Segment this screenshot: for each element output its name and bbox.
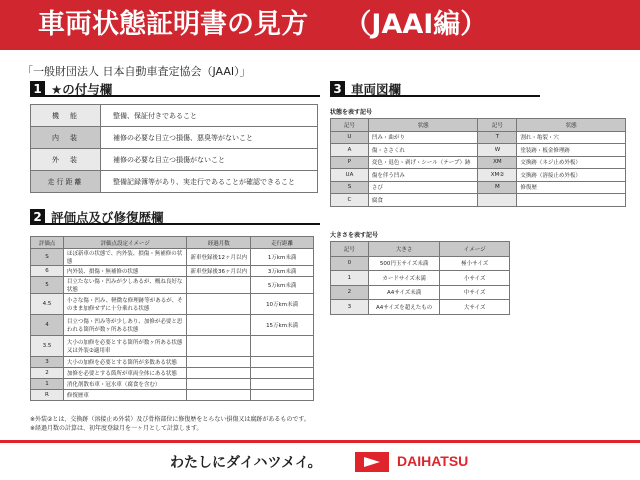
table-cell: 補修の必要な目立つ損傷がないこと xyxy=(101,149,318,171)
notes xyxy=(30,416,310,433)
table-cell: 1 xyxy=(31,379,64,390)
table-row xyxy=(31,294,314,315)
table-row xyxy=(31,249,314,266)
table-cell: 極小サイズ xyxy=(440,256,510,271)
table-cell: 3 xyxy=(331,300,369,315)
table-cell: M xyxy=(478,181,517,194)
table-cell: 新車登録後12ヶ月以内 xyxy=(187,249,251,266)
section-title: 車両図欄 xyxy=(351,81,402,97)
table-cell: 大小の加修を必要とする箇所が数ヶ所ある状態又は外装②適用車 xyxy=(63,336,187,357)
section-title: 評価点及び修復歴欄 xyxy=(51,209,164,225)
table-cell: さび xyxy=(368,181,478,194)
table-cell: 4.5 xyxy=(31,294,64,315)
column-header: 経過月数 xyxy=(187,237,251,249)
table-cell xyxy=(251,357,314,368)
table-cell xyxy=(187,315,251,336)
state-symbols-table xyxy=(330,118,626,207)
table-cell: 変色・退色・剥げ・シール（テープ）跡 xyxy=(368,156,478,169)
section-number: 2 xyxy=(30,209,45,224)
column-header: イメージ xyxy=(440,242,510,257)
table-cell: 小サイズ xyxy=(440,271,510,286)
table-cell: 新車登録後36ヶ月以内 xyxy=(187,266,251,277)
table-row xyxy=(331,181,626,194)
table-row xyxy=(331,285,510,300)
table-row xyxy=(31,171,318,193)
table-cell: 目立たない傷・凹みが少しあるが、概ね良好な状態 xyxy=(63,277,187,294)
section3-header xyxy=(330,82,540,97)
column-header: 評価点 xyxy=(31,237,64,249)
table-cell: 修復歴 xyxy=(517,181,626,194)
table-cell: 機 能 xyxy=(31,105,101,127)
table-cell: 走行距離 xyxy=(31,171,101,193)
state-symbols-label: 状態を表す記号 xyxy=(330,109,373,116)
table-cell: 6 xyxy=(31,266,64,277)
table-cell: 割れ・亀裂・穴 xyxy=(517,131,626,144)
table-cell: A4サイズ未満 xyxy=(368,285,440,300)
section-number: 1 xyxy=(30,81,45,96)
section1-header xyxy=(30,82,320,97)
table-cell: 内外装、損傷・無補修の状態 xyxy=(63,266,187,277)
table-cell: 500円玉サイズ未満 xyxy=(368,256,440,271)
table-cell: 5万km未満 xyxy=(251,277,314,294)
table-cell xyxy=(251,379,314,390)
table-row xyxy=(331,300,510,315)
table-cell: カードサイズ未満 xyxy=(368,271,440,286)
table-row xyxy=(31,105,318,127)
table-row xyxy=(331,169,626,182)
section2-header xyxy=(30,210,320,225)
table-cell: 腐食 xyxy=(368,194,478,207)
table-cell: 10万km未満 xyxy=(251,294,314,315)
table-cell xyxy=(517,194,626,207)
table-cell: 15万km未満 xyxy=(251,315,314,336)
section-number: 3 xyxy=(330,81,345,96)
table-cell: C xyxy=(331,194,369,207)
table-cell: 1万km未満 xyxy=(251,249,314,266)
table-cell: 2 xyxy=(331,285,369,300)
table-row xyxy=(31,127,318,149)
table-cell xyxy=(187,294,251,315)
table-cell: 中サイズ xyxy=(440,285,510,300)
slogan-logo: わたしにダイハツメイ。 xyxy=(170,455,322,471)
table-cell: XM② xyxy=(478,169,517,182)
table-cell: 3.5 xyxy=(31,336,64,357)
table-cell xyxy=(187,277,251,294)
table-row xyxy=(331,156,626,169)
table-cell: R xyxy=(31,390,64,401)
column-header: 記号 xyxy=(331,119,369,132)
table-cell xyxy=(187,390,251,401)
daihatsu-logo-icon xyxy=(355,452,389,472)
table-cell: 塗装跡・板金修理跡 xyxy=(517,144,626,157)
table-cell xyxy=(251,368,314,379)
table-row xyxy=(31,357,314,368)
table-cell: W xyxy=(478,144,517,157)
table-cell: U xyxy=(331,131,369,144)
note: ※外装②とは、交換跡（溶接止め外装）及び骨格部位に修復歴をとらない損傷又は腐跡があるものです。 xyxy=(30,416,310,423)
table-row xyxy=(331,144,626,157)
table-cell xyxy=(187,336,251,357)
divider xyxy=(0,440,640,443)
table-cell xyxy=(478,194,517,207)
table-cell: 内 装 xyxy=(31,127,101,149)
column-header: 大きさ xyxy=(368,242,440,257)
table-cell xyxy=(251,390,314,401)
table-cell: 交換跡（ネジ止め外板） xyxy=(517,156,626,169)
column-header: 状態 xyxy=(517,119,626,132)
table-cell: 小さな傷・凹み、軽微な修理跡等があるが、そのまま加修せずに十分乗れる状態 xyxy=(63,294,187,315)
column-header: 記号 xyxy=(331,242,369,257)
table-row xyxy=(31,390,314,401)
page-title: 車両状態証明書の見方 （JAAI編） xyxy=(0,0,640,50)
table-row xyxy=(31,368,314,379)
brand-name: DAIHATSU xyxy=(397,453,469,469)
table-cell: 整備、保証付きであること xyxy=(101,105,318,127)
table-row xyxy=(31,149,318,171)
table-cell: T xyxy=(478,131,517,144)
table-row xyxy=(31,379,314,390)
table-cell: 3 xyxy=(31,357,64,368)
table-cell xyxy=(187,379,251,390)
table-cell: 整備記録簿等があり、実走行であることが確認できること xyxy=(101,171,318,193)
column-header: 記号 xyxy=(478,119,517,132)
table-row xyxy=(31,315,314,336)
table-cell xyxy=(187,368,251,379)
star-criteria-table xyxy=(30,104,318,193)
table-cell: 修復歴車 xyxy=(63,390,187,401)
table-cell: 1 xyxy=(331,271,369,286)
table-cell: 3万km未満 xyxy=(251,266,314,277)
table-cell xyxy=(187,357,251,368)
table-cell: S xyxy=(31,249,64,266)
table-row xyxy=(331,131,626,144)
table-cell: 0 xyxy=(331,256,369,271)
size-symbols-label: 大きさを表す記号 xyxy=(330,232,379,239)
table-cell: ほぼ新車の状態で、内外装、損傷・無補修の状態 xyxy=(63,249,187,266)
table-cell: 補修の必要な目立つ損傷、悪臭等がないこと xyxy=(101,127,318,149)
table-cell: A4サイズを超えたもの xyxy=(368,300,440,315)
table-cell: 大小の加修を必要とする箇所が多数ある状態 xyxy=(63,357,187,368)
table-cell: S xyxy=(331,181,369,194)
table-row xyxy=(31,277,314,294)
table-cell: P xyxy=(331,156,369,169)
table-cell: XM xyxy=(478,156,517,169)
table-cell: 外 装 xyxy=(31,149,101,171)
table-cell: 加修を必要とする箇所が車両全体にある状態 xyxy=(63,368,187,379)
table-cell: UA xyxy=(331,169,369,182)
table-cell: 消化剤散布車・冠水車（腐食を含む） xyxy=(63,379,187,390)
table-row xyxy=(331,256,510,271)
section-title: ★の付与欄 xyxy=(51,81,113,97)
table-row xyxy=(31,266,314,277)
table-cell: 傷・ささくれ xyxy=(368,144,478,157)
column-header: 評価点設定イメージ xyxy=(63,237,187,249)
table-cell: 目立つ傷・凹み等が少しあり、加修が必要と思われる箇所が数ヶ所ある状態 xyxy=(63,315,187,336)
table-cell: 傷を伴う凹み xyxy=(368,169,478,182)
table-row xyxy=(331,271,510,286)
table-cell: 交換跡（溶接止め外板） xyxy=(517,169,626,182)
table-cell: 大サイズ xyxy=(440,300,510,315)
note: ※経過月数の計算は、初年度登録月を一ヶ月として計算します。 xyxy=(30,424,203,432)
table-row xyxy=(31,336,314,357)
size-symbols-table xyxy=(330,241,510,315)
table-cell: 4 xyxy=(31,315,64,336)
table-cell: A xyxy=(331,144,369,157)
column-header: 走行距離 xyxy=(251,237,314,249)
organization-name: 「一般財団法人 日本自動車査定協会（JAAI）」 xyxy=(22,65,251,78)
table-cell xyxy=(251,336,314,357)
table-row xyxy=(331,194,626,207)
table-cell: 5 xyxy=(31,277,64,294)
column-header: 状態 xyxy=(368,119,478,132)
table-cell: 凹み・曲がり xyxy=(368,131,478,144)
table-cell: 2 xyxy=(31,368,64,379)
evaluation-table xyxy=(30,236,314,401)
